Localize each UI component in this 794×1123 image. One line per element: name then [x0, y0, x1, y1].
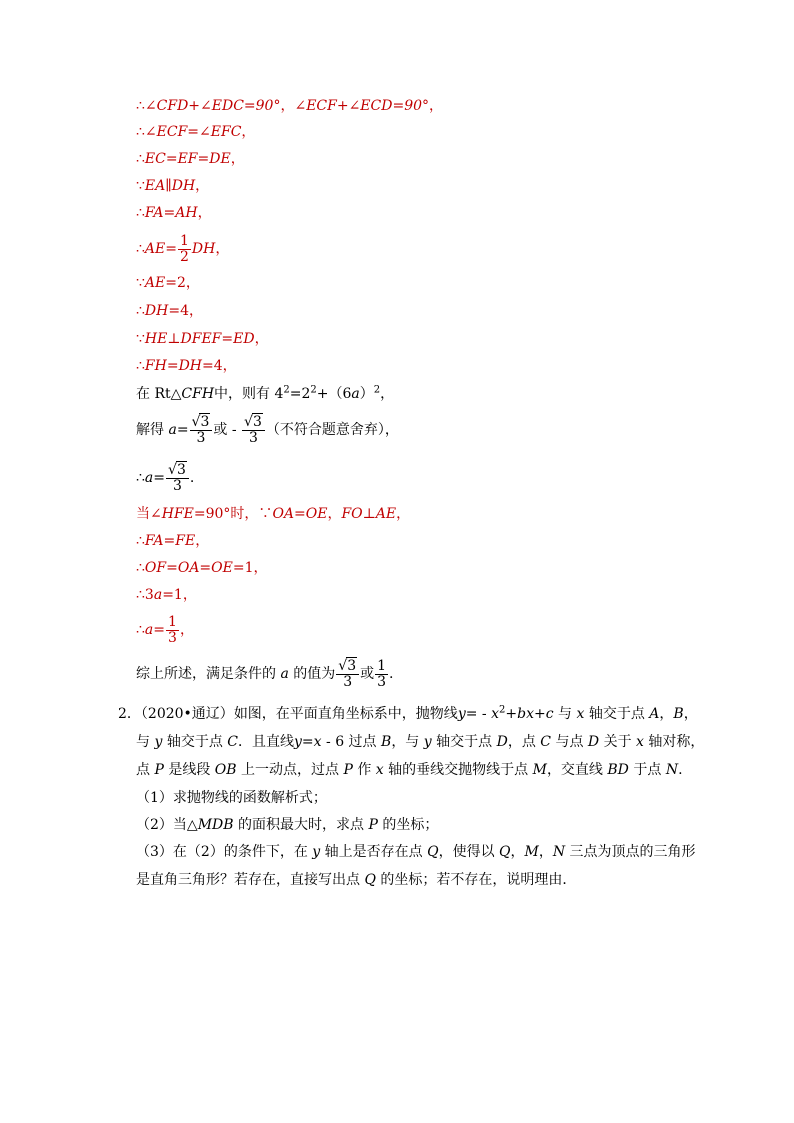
solution-line-14: 当∠HFE=90°时，∵OA=OE，FO⊥AE， — [136, 506, 411, 522]
question-1: （1）求抛物线的函数解析式； — [136, 790, 327, 806]
question-2: （2）当△MDB 的面积最大时，求点 P 的坐标； — [136, 817, 439, 833]
solution-line-18: ∴a= $\frac{1}{3}$ ， — [136, 613, 194, 646]
solution-line-5: ∴FA=AH， — [136, 205, 212, 221]
fraction: $\frac{√3}{3}$ — [190, 415, 213, 446]
problem-line-1: 2．（2020•通辽）如图，在平面直角坐标系中，抛物线$y= - x^2+bx+c$ 与 x 轴交于点 A，B， — [118, 704, 698, 722]
fraction: $\frac{1}{3}$ — [377, 657, 387, 690]
fraction: $\frac{1}{2}$ — [179, 232, 189, 265]
solution-line-6: ∴AE= $\frac{1}{2}$ DH， — [136, 232, 230, 265]
fraction: $\frac{√3}{3}$ — [336, 659, 359, 690]
solution-line-9: ∵HE⊥DFEF=ED， — [136, 331, 269, 347]
question-3-continued: 是直角三角形？若存在，直接写出点 Q 的坐标；若不存在，说明理由． — [136, 872, 577, 888]
solution-line-12: 解得 a= $\frac{√3}{3}$ 或 - $\frac{√3}{3}$ （不符合题意舍弃）， — [136, 413, 399, 446]
solution-line-2: ∴∠ECF=∠EFC， — [136, 124, 256, 140]
question-3: （3）在（2）的条件下，在 y 轴上是否存在点 Q，使得以 Q，M，N 三点为顶点的三角形 — [136, 844, 696, 860]
solution-line-4: ∵EA∥DH， — [136, 178, 210, 194]
solution-line-16: ∴OF=OA=OE=1， — [136, 560, 268, 576]
solution-line-11: 在 Rt△CFH中，则有 $4^2=2^2+(6a)^2$， — [136, 384, 395, 402]
fraction: $\frac{√3}{3}$ — [166, 463, 189, 494]
solution-line-7: ∵AE=2， — [136, 275, 200, 291]
sqrt-sign: √3 — [168, 461, 186, 478]
solution-line-10: ∴FH=DH=4， — [136, 358, 237, 374]
solution-line-15: ∴FA=FE， — [136, 533, 210, 549]
sqrt-sign: √3 — [244, 413, 262, 430]
solution-line-13: ∴a= $\frac{√3}{3}$ . — [136, 461, 195, 494]
solution-line-17: ∴3a=1， — [136, 587, 197, 603]
solution-line-19: 综上所述，满足条件的 a 的值为 $\frac{√3}{3}$ 或 $\frac{1}{3}$ . — [136, 657, 394, 690]
problem-line-2: 与 y 轴交于点 C．且直线y=x - 6 过点 B，与 y 轴交于点 D，点 C 与点 D 关于 x 轴对称， — [136, 734, 705, 750]
solution-line-3: ∴EC=EF=DE， — [136, 151, 245, 167]
solution-line-8: ∴DH=4， — [136, 303, 203, 319]
fraction: $\frac{1}{3}$ — [168, 613, 177, 646]
sqrt-sign: √3 — [191, 413, 210, 430]
fraction: $\frac{√3}{3}$ — [242, 415, 265, 446]
solution-line-1: ∴∠CFD+∠EDC=90°，∠ECF+∠ECD=90°， — [136, 98, 444, 114]
problem-line-3: 点 P 是线段 OB 上一动点，过点 P 作 x 轴的垂线交抛物线于点 M，交直线 BD 于点 N. — [136, 762, 683, 778]
sqrt-sign: √3 — [338, 657, 357, 674]
